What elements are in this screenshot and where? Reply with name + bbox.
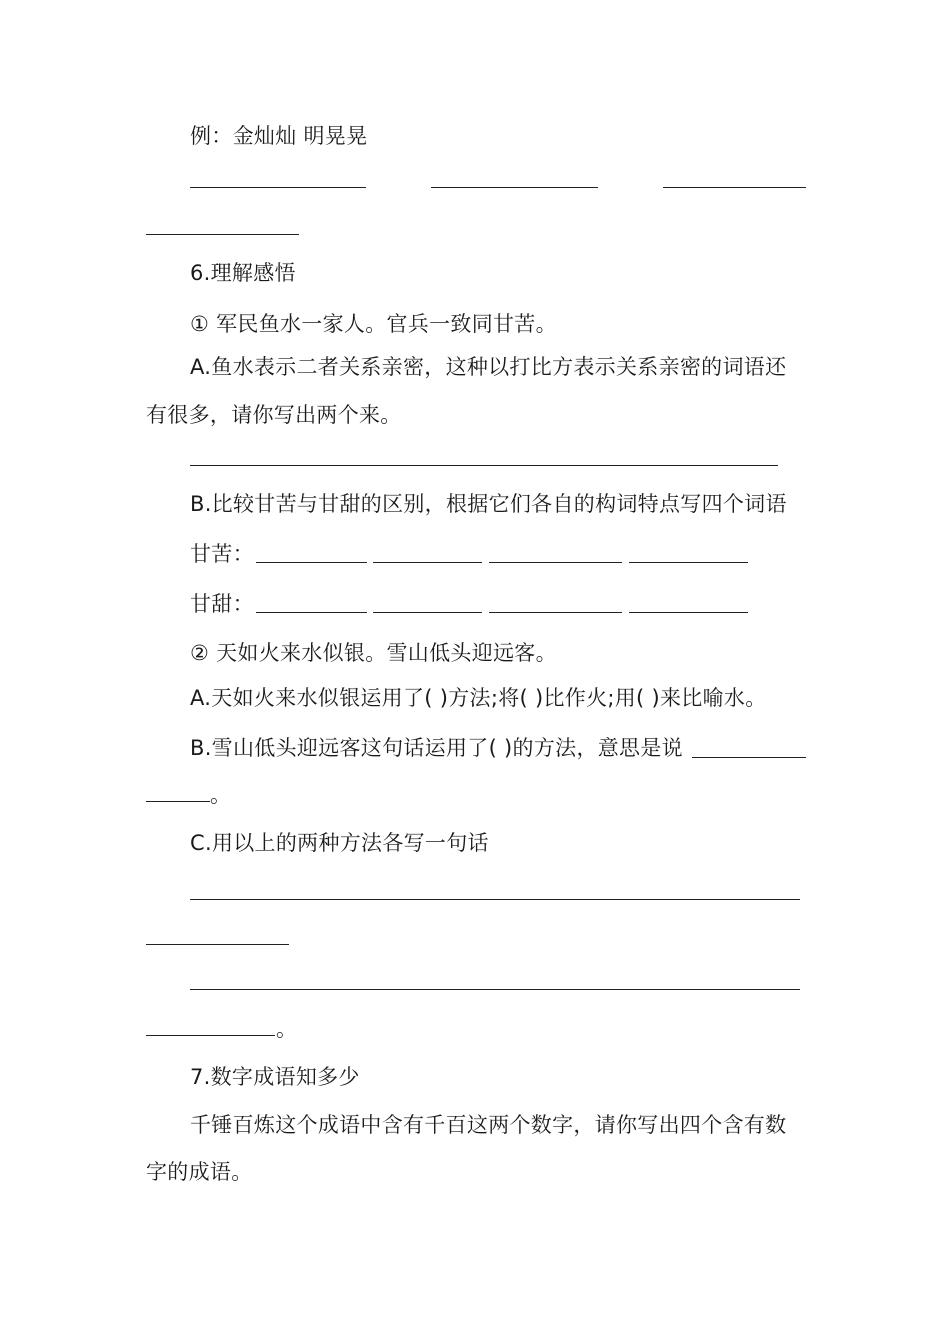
q6-2b-end: 。: [210, 783, 232, 807]
answer-blank[interactable]: [373, 562, 482, 563]
gantian-row: [190, 589, 254, 619]
q6-1a-line2: 有很多，请你写出两个来。: [146, 403, 402, 427]
answer-blank[interactable]: [692, 757, 806, 758]
q6-item2: ② 天如火来水似银。雪山低头迎远客。: [190, 641, 557, 665]
answer-blank[interactable]: [629, 612, 748, 613]
answer-line[interactable]: [146, 1035, 275, 1036]
answer-blank[interactable]: [256, 612, 367, 613]
answer-line[interactable]: [146, 944, 289, 945]
q6-item1: ① 军民鱼水一家人。官兵一致同甘苦。: [190, 312, 557, 336]
answer-blank[interactable]: [146, 801, 210, 802]
example-line: 例：金灿灿 明晃晃: [190, 124, 368, 148]
q7-line2: 字的成语。: [146, 1160, 253, 1184]
q7-title: 7.数字成语知多少: [190, 1065, 360, 1089]
q6-2c: C.用以上的两种方法各写一句话: [190, 831, 489, 855]
answer-line[interactable]: [190, 989, 800, 990]
q6-2c-end: 。: [276, 1017, 298, 1041]
q6-title: 6.理解感悟: [190, 261, 296, 285]
answer-blank[interactable]: [489, 562, 622, 563]
q6-1a-line1: A.鱼水表示二者关系亲密，这种以打比方表示关系亲密的词语还: [190, 355, 787, 379]
q7-line1: 千锤百炼这个成语中含有千百这两个数字，请你写出四个含有数: [190, 1113, 787, 1137]
q6-2a: A.天如火来水似银运用了( )方法;将( )比作火;用( )来比喻水。: [190, 686, 767, 710]
answer-blank[interactable]: [663, 187, 806, 188]
answer-blank[interactable]: [146, 234, 299, 235]
q6-2b: B.雪山低头迎远客这句话运用了( )的方法，意思是说: [190, 736, 683, 760]
answer-blank[interactable]: [373, 612, 482, 613]
answer-blank[interactable]: [489, 612, 622, 613]
answer-blank[interactable]: [190, 187, 366, 188]
q6-1b: B.比较甘苦与甘甜的区别，根据它们各自的构词特点写四个词语: [190, 492, 787, 516]
answer-blank[interactable]: [629, 562, 748, 563]
answer-line[interactable]: [190, 899, 800, 900]
gantian-label: 甘甜：: [190, 592, 254, 616]
ganku-label: 甘苦：: [190, 542, 254, 566]
answer-blank[interactable]: [256, 562, 367, 563]
ganku-row: [190, 539, 254, 569]
answer-blank[interactable]: [190, 465, 778, 466]
answer-blank[interactable]: [431, 187, 598, 188]
